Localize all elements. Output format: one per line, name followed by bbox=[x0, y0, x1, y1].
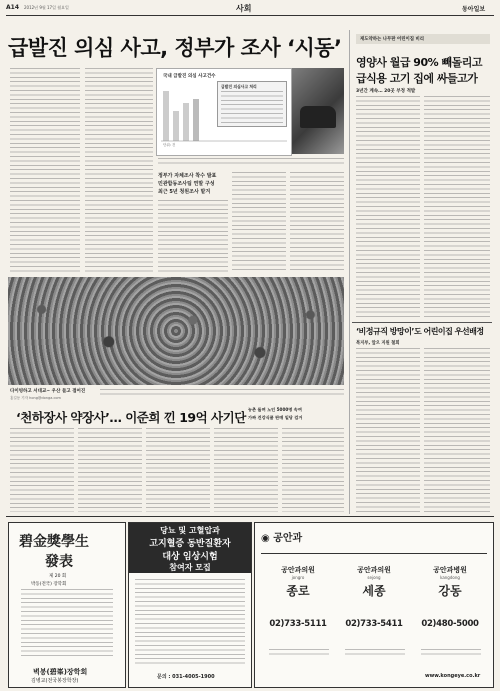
clinical-title-4: 참여자 모집 bbox=[169, 563, 211, 572]
branch-tel: 02)480-5000 bbox=[421, 619, 479, 629]
scholarship-list bbox=[21, 589, 113, 659]
hospital-address-2 bbox=[345, 649, 405, 658]
branch-city: 강동 bbox=[438, 584, 462, 598]
hospital-address-1 bbox=[269, 649, 329, 658]
header-rule bbox=[6, 15, 494, 16]
branch-kangdong bbox=[421, 565, 479, 629]
chart-bar-1 bbox=[163, 91, 169, 141]
side-col1 bbox=[356, 96, 420, 318]
chart-box-text bbox=[221, 91, 283, 123]
car-accident-photo bbox=[292, 68, 344, 154]
photo-caption-title: 다이빙하고 서대교~ 우산 들고 접어진 bbox=[10, 389, 86, 394]
rain-crowd-photo bbox=[8, 277, 344, 385]
side-subhead: 3년간 계속… 20곳 부정 적발 bbox=[356, 89, 416, 94]
chart-bar-4 bbox=[193, 99, 199, 141]
branch-sejong bbox=[345, 565, 403, 629]
page-number: A14 bbox=[6, 4, 19, 11]
top-story-body-col3 bbox=[158, 200, 228, 273]
bottom-story-col1 bbox=[10, 428, 74, 512]
clinical-trial-ad bbox=[128, 522, 252, 688]
branch-en: sejong bbox=[367, 575, 381, 580]
scholarship-year: 제 20 회 bbox=[49, 574, 67, 579]
car-shape bbox=[300, 106, 336, 128]
chart-side-box bbox=[217, 81, 287, 127]
branch-tel: 02)733-5111 bbox=[269, 619, 327, 629]
bottom-sub-2: 가짜 건강식품 판매 일당 검거 bbox=[248, 415, 303, 420]
bottom-story-col3 bbox=[146, 428, 210, 512]
top-story-body-col1 bbox=[10, 68, 80, 273]
side-story2-headline: ‘비정규직 방망이’도 어린이집 우선배정 bbox=[356, 327, 484, 336]
branch-en: jongro bbox=[291, 575, 305, 580]
hospital-logo bbox=[261, 529, 302, 544]
scholarship-footer2: 김병교(전국봉장학장) bbox=[31, 678, 79, 684]
bottom-sub-1: 농촌 돌며 노인 5000명 속여 bbox=[248, 407, 302, 412]
scholarship-ad bbox=[8, 522, 126, 688]
chart-bar-3 bbox=[183, 103, 189, 141]
branch-city: 세종 bbox=[362, 584, 386, 598]
hospital-address-3 bbox=[421, 649, 481, 658]
bottom-story-col4 bbox=[214, 428, 278, 512]
side2-col2 bbox=[424, 348, 490, 512]
side2-col1 bbox=[356, 348, 420, 512]
clinical-title-3: 대상 임상시험 bbox=[162, 552, 218, 562]
top-story-chart bbox=[156, 68, 292, 156]
clinical-contact: 문의 : 031-4005-1900 bbox=[157, 674, 215, 680]
scholarship-title: 碧金獎學生 bbox=[19, 534, 89, 550]
section-title: 사회 bbox=[236, 4, 252, 13]
chart-box-head: 급발진 의심사고 처리 bbox=[221, 84, 257, 89]
bottom-story-col5 bbox=[282, 428, 344, 512]
top-story-subheads bbox=[158, 172, 228, 196]
hospital-url[interactable]: www.kongeye.co.kr bbox=[425, 673, 481, 679]
photo-caption-text bbox=[100, 389, 344, 397]
side-headline-2: 급식용 고기 집에 싸들고가 bbox=[356, 72, 478, 85]
side-headline-1: 영양사 월급 90% 빼돌리고 bbox=[356, 56, 482, 69]
scholarship-subtitle: 發表 bbox=[45, 554, 73, 570]
hospital-header-rule bbox=[261, 553, 487, 554]
chart-caption-text bbox=[158, 158, 344, 166]
top-story-headline: 급발진 의심 사고, 정부가 조사 ‘시동’ bbox=[8, 36, 342, 60]
side-col2 bbox=[424, 96, 490, 318]
bottom-story-headline: ‘천하장사 약장사’… 이준희 낀 19억 사기단 bbox=[16, 410, 246, 425]
top-story-body-col5 bbox=[290, 172, 344, 273]
vertical-rule bbox=[349, 30, 350, 514]
branch-name: 공안과의원 bbox=[281, 566, 315, 574]
top-story-body-col4 bbox=[232, 172, 286, 273]
photo-caption-byline: 홍길동 기자 hong@donga.com bbox=[10, 396, 61, 400]
branch-en: kangdong bbox=[440, 575, 460, 580]
branch-tel: 02)733-5411 bbox=[345, 619, 403, 629]
chart-note: 단위: 건 bbox=[163, 143, 176, 147]
page-date: 2012년 9월 17일 월요일 bbox=[24, 5, 69, 10]
hospital-ad bbox=[254, 522, 494, 688]
ad-section-rule bbox=[6, 516, 494, 517]
scholarship-footer: 벽봉(碧峯)장학회 bbox=[33, 668, 88, 676]
bottom-story-subs bbox=[248, 406, 344, 422]
hospital-logo-text: 공안과 bbox=[273, 533, 303, 544]
brand-logo: 동아일보 bbox=[462, 6, 486, 13]
branch-jongro bbox=[269, 565, 327, 629]
side-kicker: 재도약하는 나무판 어린이집 비리 bbox=[356, 34, 490, 44]
subhead-1: 정부가 자체조사 착수 발표 bbox=[158, 173, 217, 179]
top-story-body-col2 bbox=[85, 68, 153, 273]
clinical-title-2: 고지혈증 동반질환자 bbox=[149, 539, 231, 549]
eye-logo-icon: ◉ bbox=[261, 533, 270, 544]
branch-name: 공안과병원 bbox=[433, 566, 467, 574]
branch-name: 공안과의원 bbox=[357, 566, 391, 574]
side-divider bbox=[352, 322, 492, 323]
subhead-3: 최근 5년 청원조사 맡겨 bbox=[158, 189, 211, 195]
scholarship-line1: 박동(전국) 장학회 bbox=[31, 582, 67, 587]
clinical-title-box bbox=[129, 523, 251, 573]
branch-city: 종로 bbox=[286, 584, 310, 598]
clinical-body bbox=[135, 579, 245, 667]
subhead-2: 민관합동조사팀 연말 구성 bbox=[158, 181, 215, 187]
side-story2-sub: 복지부, 앞으 지원 철회 bbox=[356, 341, 400, 346]
clinical-title-1: 당뇨 및 고혈압과 bbox=[160, 526, 220, 535]
chart-title: 국내 급발진 의심 사고건수 bbox=[163, 74, 216, 79]
bottom-story-col2 bbox=[78, 428, 142, 512]
chart-bar-2 bbox=[173, 111, 179, 141]
